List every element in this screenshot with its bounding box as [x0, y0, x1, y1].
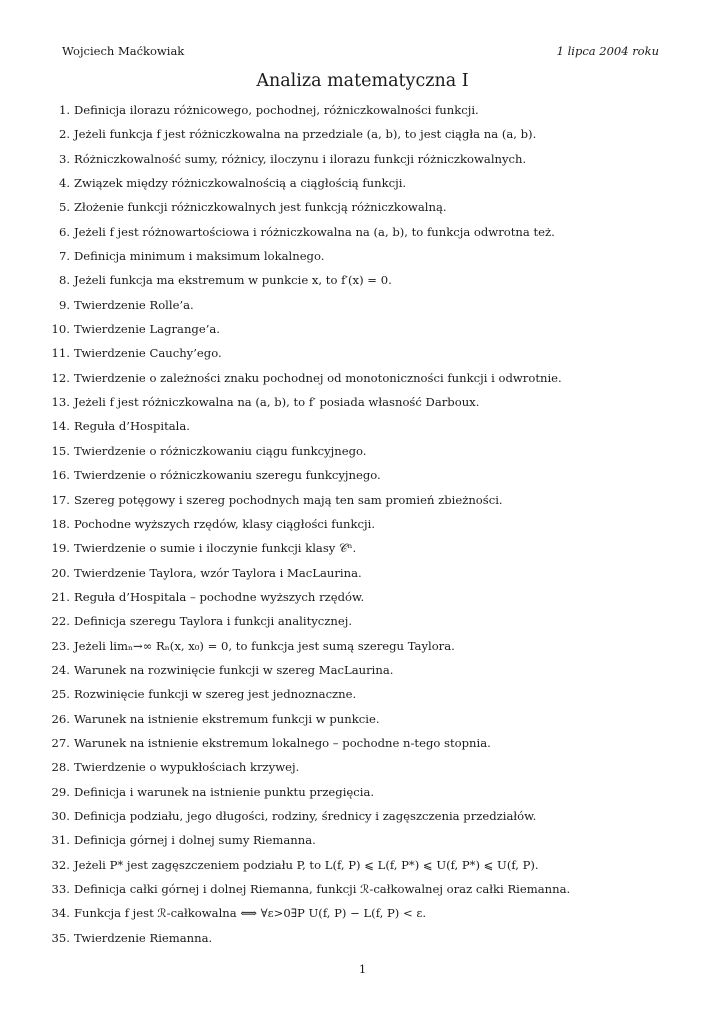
list-item — [46, 881, 686, 905]
item-number: 16. — [51, 468, 70, 483]
item-text: Definicja minimum i maksimum lokalnego. — [74, 249, 325, 264]
document-title: Analiza matematyczna I — [256, 71, 469, 91]
item-text: Definicja górnej i dolnej sumy Riemanna. — [74, 833, 316, 848]
item-text: Reguła d’Hospitala. — [74, 419, 190, 434]
item-text: Definicja ilorazu różnicowego, pochodnej, różniczkowalności funkcji. — [74, 103, 479, 117]
item-number: 31. — [51, 833, 70, 848]
list-item — [46, 126, 686, 150]
item-text: Szereg potęgowy i szereg pochodnych mają ten sam promień zbieżności. — [74, 492, 503, 507]
list-item — [46, 930, 686, 954]
list-item — [46, 759, 686, 783]
item-number: 21. — [51, 589, 70, 604]
item-text: Warunek na rozwinięcie funkcji w szereg MacLaurina. — [74, 662, 394, 677]
item-number: 19. — [51, 541, 70, 556]
item-number: 23. — [51, 638, 70, 653]
item-text: Twierdzenie o różniczkowaniu ciągu funkcyjnego. — [74, 443, 367, 458]
item-text: Definicja podziału, jego długości, rodziny, średnicy i zagęszczenia przedziałów. — [74, 808, 537, 823]
item-number: 34. — [51, 906, 70, 921]
item-number: 28. — [51, 760, 70, 775]
page-number: 1 — [358, 962, 367, 976]
author-name: Wojciech Maćkowiak — [62, 44, 185, 58]
list-item — [46, 443, 686, 467]
item-text: Twierdzenie Rolle’a. — [74, 297, 194, 312]
item-text: Złożenie funkcji różniczkowalnych jest funkcją różniczkowalną. — [74, 200, 447, 215]
item-number: 12. — [51, 370, 70, 385]
item-text: Twierdzenie o różniczkowaniu szeregu funkcyjnego. — [74, 468, 381, 483]
item-text: Jeżeli limₙ→∞ Rₙ(x, x₀) = 0, to funkcja jest sumą szeregu Taylora. — [74, 638, 455, 653]
item-number: 11. — [51, 346, 70, 361]
list-item — [46, 492, 686, 516]
list-item — [46, 905, 686, 929]
item-text: Twierdzenie Cauchy’ego. — [74, 346, 222, 361]
list-item — [46, 686, 686, 710]
list-item — [46, 175, 686, 199]
item-text: Twierdzenie o sumie i iloczynie funkcji klasy 𝒞ⁿ. — [74, 541, 357, 556]
list-item — [46, 297, 686, 321]
item-number: 35. — [51, 930, 70, 945]
list-item — [46, 613, 686, 637]
item-number: 29. — [51, 784, 70, 799]
item-text: Rozwinięcie funkcji w szereg jest jednoznaczne. — [74, 687, 357, 702]
item-number: 8. — [58, 273, 70, 288]
item-text: Jeżeli f jest różniczkowalna na (a, b), to f′ posiada własność Darboux. — [74, 395, 480, 410]
item-text: Jeżeli f jest różnowartościowa i różniczkowalna na (a, b), to funkcja odwrotna też. — [74, 224, 555, 239]
item-number: 5. — [58, 200, 70, 215]
item-number: 17. — [51, 492, 70, 507]
item-number: 25. — [51, 687, 70, 702]
item-number: 3. — [58, 151, 70, 166]
topic-list — [46, 102, 686, 954]
item-number: 30. — [51, 808, 70, 823]
list-item — [46, 248, 686, 272]
item-text: Twierdzenie o wypukłościach krzywej. — [74, 760, 300, 775]
item-number: 27. — [51, 735, 70, 750]
item-text: Pochodne wyższych rzędów, klasy ciągłości funkcji. — [74, 516, 376, 531]
list-item — [46, 589, 686, 613]
item-number: 32. — [51, 857, 70, 872]
item-number: 13. — [51, 395, 70, 410]
list-item — [46, 467, 686, 491]
item-number: 33. — [51, 882, 70, 896]
list-item — [46, 224, 686, 248]
list-item — [46, 272, 686, 296]
list-item — [46, 808, 686, 832]
list-item — [46, 199, 686, 223]
list-item — [46, 516, 686, 540]
document-date: 1 lipca 2004 roku — [556, 44, 659, 58]
item-text: Związek między różniczkowalnością a ciągłością funkcji. — [74, 176, 407, 191]
item-number: 10. — [51, 322, 70, 337]
item-number: 6. — [58, 224, 70, 239]
list-item — [46, 321, 686, 345]
item-text: Twierdzenie Lagrange’a. — [74, 322, 220, 337]
list-item — [46, 370, 686, 394]
item-text: Różniczkowalność sumy, różnicy, iloczynu i ilorazu funkcji różniczkowalnych. — [74, 151, 527, 166]
item-number: 2. — [58, 127, 70, 142]
item-number: 9. — [58, 297, 70, 312]
list-item — [46, 784, 686, 808]
item-number: 18. — [51, 516, 70, 531]
list-item — [46, 345, 686, 369]
list-item — [46, 735, 686, 759]
list-item — [46, 102, 686, 126]
list-item — [46, 857, 686, 881]
item-text: Definicja całki górnej i dolnej Riemanna, funkcji ℛ-całkowalnej oraz całki Riemanna. — [74, 882, 571, 896]
list-item — [46, 638, 686, 662]
list-item — [46, 711, 686, 735]
item-number: 15. — [51, 443, 70, 458]
item-text: Definicja i warunek na istnienie punktu przegięcia. — [74, 784, 375, 799]
item-number: 24. — [51, 662, 70, 677]
item-text: Jeżeli funkcja ma ekstremum w punkcie x, to f′(x) = 0. — [74, 273, 392, 288]
item-number: 20. — [51, 565, 70, 580]
item-text: Warunek na istnienie ekstremum lokalnego – pochodne n-tego stopnia. — [74, 735, 491, 750]
item-text: Twierdzenie Taylora, wzór Taylora i MacLaurina. — [74, 565, 362, 580]
list-item — [46, 662, 686, 686]
item-text: Twierdzenie o zależności znaku pochodnej od monotoniczności funkcji i odwrotnie. — [74, 370, 562, 385]
item-number: 14. — [51, 419, 70, 434]
list-item — [46, 540, 686, 564]
item-number: 22. — [51, 614, 70, 629]
item-text: Twierdzenie Riemanna. — [74, 930, 213, 945]
item-text: Funkcja f jest ℛ-całkowalna ⟺ ∀ε>0∃P U(f, P) − L(f, P) < ε. — [74, 906, 427, 921]
list-item — [46, 151, 686, 175]
item-text: Definicja szeregu Taylora i funkcji analitycznej. — [74, 614, 353, 629]
item-number: 7. — [58, 249, 70, 264]
item-number: 26. — [51, 711, 70, 726]
list-item — [46, 394, 686, 418]
item-number: 4. — [58, 176, 70, 191]
page-header — [62, 44, 659, 62]
item-text: Reguła d’Hospitala – pochodne wyższych rzędów. — [74, 589, 365, 604]
item-text: Warunek na istnienie ekstremum funkcji w punkcie. — [74, 711, 380, 726]
list-item — [46, 832, 686, 856]
item-text: Jeżeli P* jest zagęszczeniem podziału P, to L(f, P) ⩽ L(f, P*) ⩽ U(f, P*) ⩽ U(f, P). — [74, 857, 539, 872]
list-item — [46, 565, 686, 589]
item-text: Jeżeli funkcja f jest różniczkowalna na przedziale (a, b), to jest ciągła na (a, b). — [74, 127, 537, 142]
item-number: 1. — [58, 103, 70, 117]
list-item — [46, 418, 686, 442]
